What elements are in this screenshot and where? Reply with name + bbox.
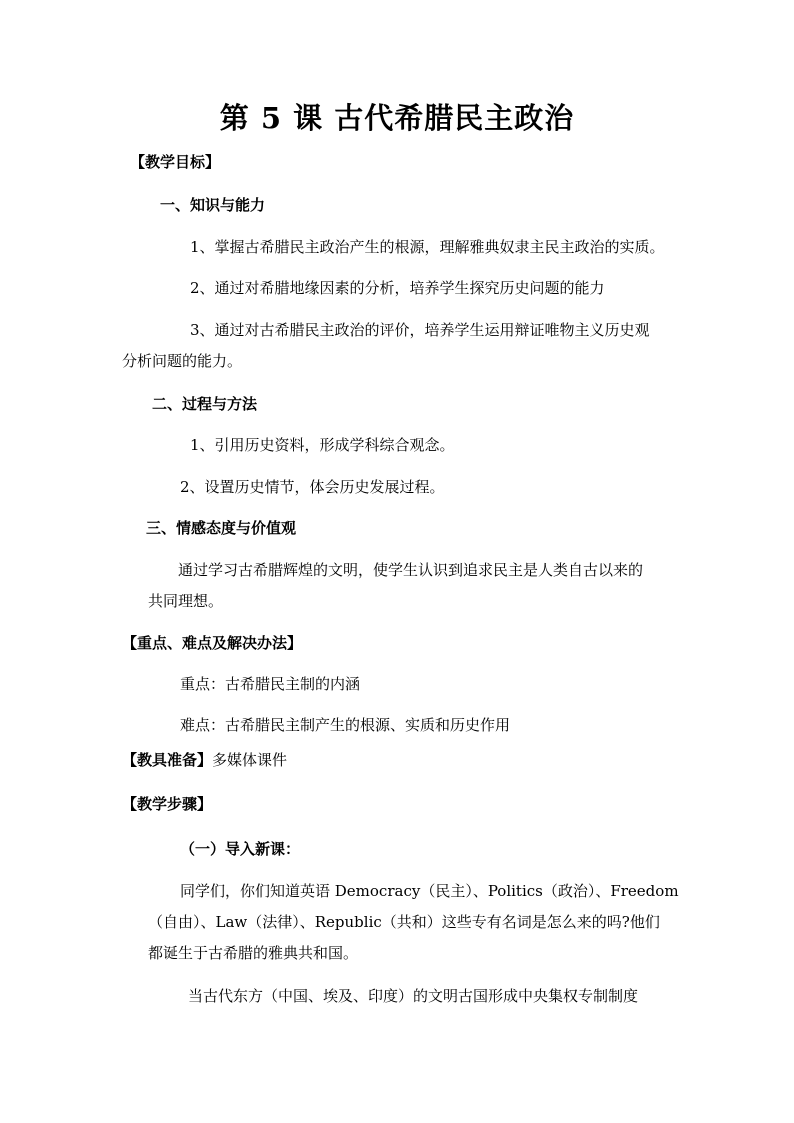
emotion-item-1-cont: 共同理想。	[148, 592, 224, 610]
intro-paragraph-line-2: （自由）、Law（法律）、Republic（共和）这些专有名词是怎么来的吗?他们	[148, 913, 660, 931]
materials-line	[122, 749, 287, 771]
intro-paragraph-2-line-1: 当古代东方（中国、埃及、印度）的文明古国形成中央集权专制制度	[188, 987, 639, 1005]
knowledge-item-3: 3、通过对古希腊民主政治的评价，培养学生运用辩证唯物主义历史观	[190, 321, 650, 339]
process-item-1: 1、引用历史资料，形成学科综合观念。	[190, 436, 455, 454]
process-item-2: 2、设置历史情节，体会历史发展过程。	[180, 478, 445, 496]
intro-paragraph-line-3: 都诞生于古希腊的雅典共和国。	[148, 944, 359, 962]
emotion-heading: 三、情感态度与价值观	[146, 519, 297, 537]
intro-heading: （一）导入新课：	[180, 840, 301, 858]
knowledge-item-3-cont: 分析问题的能力。	[122, 352, 243, 370]
intro-paragraph-line-1: 同学们，你们知道英语 Democracy（民主）、Politics（政治）、Freedom	[180, 882, 679, 900]
page-title: 第 5 课 古代希腊民主政治	[219, 101, 575, 135]
materials-value: 多媒体课件	[212, 751, 288, 769]
key-point: 重点：古希腊民主制的内涵	[180, 675, 361, 693]
materials-heading: 【教具准备】	[122, 751, 213, 769]
steps-heading: 【教学步骤】	[122, 795, 213, 813]
knowledge-heading: 一、知识与能力	[160, 196, 266, 214]
emotion-item-1: 通过学习古希腊辉煌的文明，使学生认识到追求民主是人类自古以来的	[178, 561, 644, 579]
objectives-heading: 【教学目标】	[130, 153, 221, 171]
knowledge-item-1: 1、掌握古希腊民主政治产生的根源，理解雅典奴隶主民主政治的实质。	[190, 238, 665, 256]
key-points-heading: 【重点、难点及解决办法】	[122, 634, 303, 652]
process-heading: 二、过程与方法	[152, 395, 258, 413]
difficult-point: 难点：古希腊民主制产生的根源、实质和历史作用	[180, 716, 511, 734]
knowledge-item-2: 2、通过对希腊地缘因素的分析，培养学生探究历史问题的能力	[190, 279, 605, 297]
